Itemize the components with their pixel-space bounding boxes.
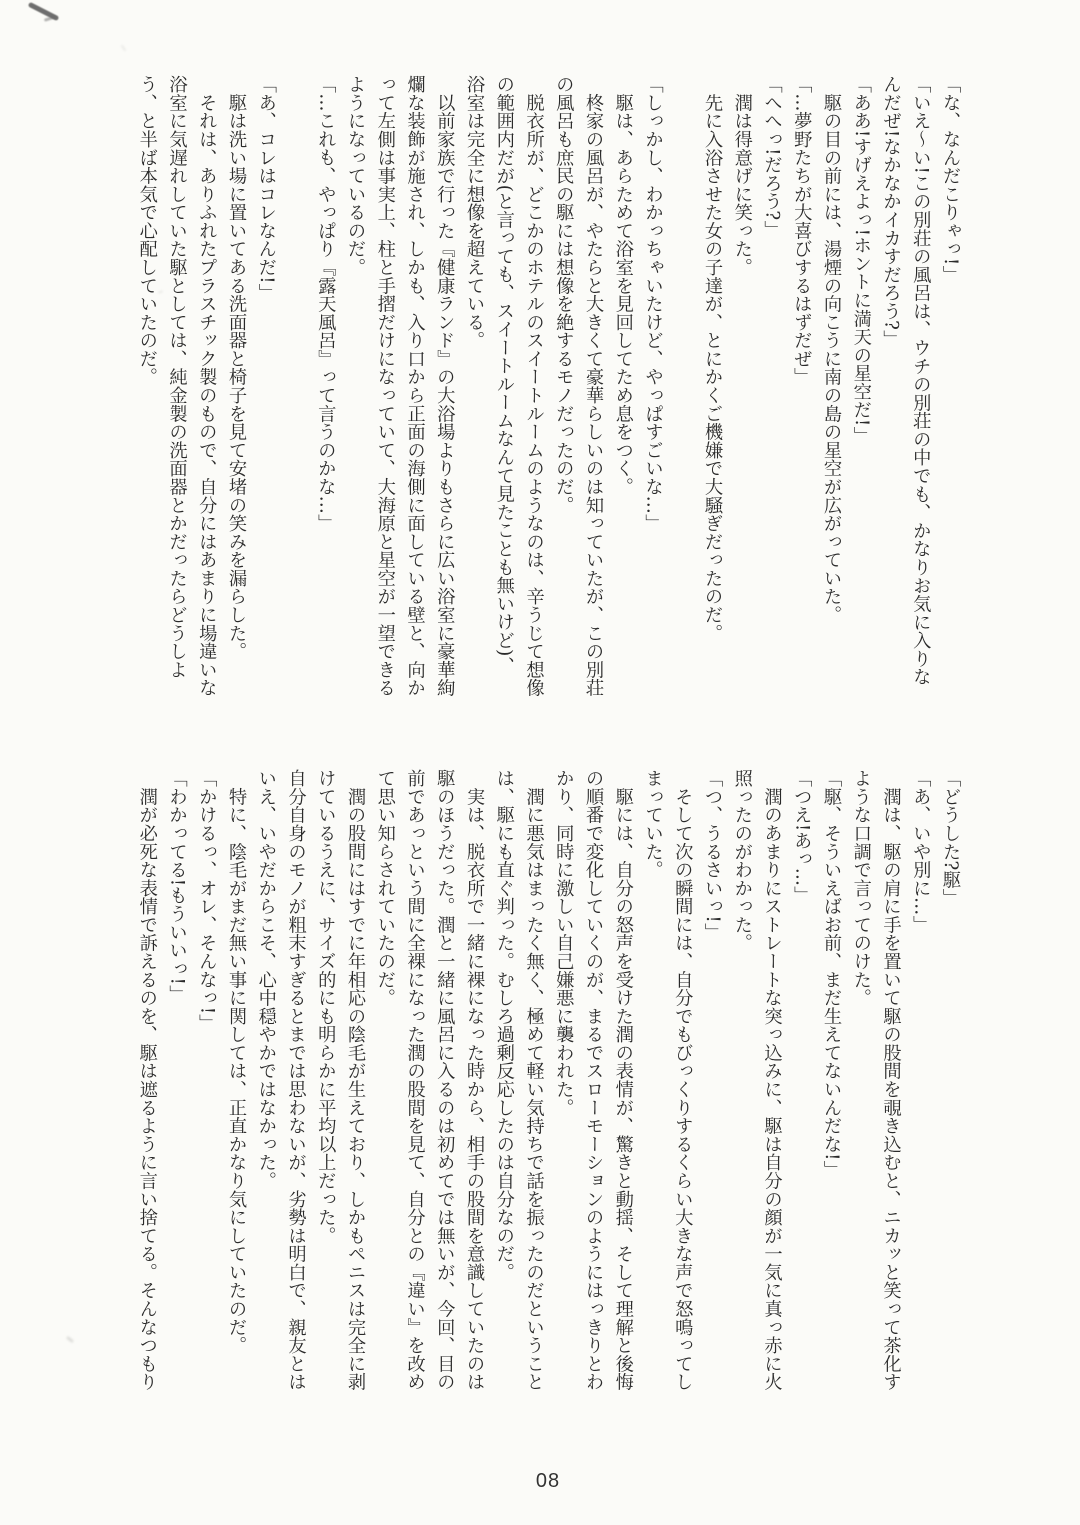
text-line: の風呂も庶民の駆には想像を絶するモノだったのだ。 xyxy=(553,75,575,514)
text-line: 駆のほうだった。潤と一緒に風呂に入るのは初めてでは無いが、今回、目の xyxy=(434,769,456,1391)
text-line: 「…夢野たちが大喜びするはずだぜ」 xyxy=(791,75,813,386)
text-line: 「へへっ!だろう?」 xyxy=(761,75,783,239)
text-line: 前であっという間に全裸になった潤の股間を見て、自分との『違い』を改め xyxy=(404,769,426,1391)
text-line: 潤の股間にはすでに年相応の陰毛が生えており、しかもペニスは完全に剥 xyxy=(345,769,366,1391)
text-line: 「な、なんだこりゃっ!」 xyxy=(940,75,961,284)
text-line: 実は、脱衣所で一緒に裸になった時から、相手の股間を意識していたのは xyxy=(464,769,485,1391)
text-line: んだぜ!なかなかイカすだろう?」 xyxy=(880,75,902,349)
text-line: 「わかってる!もういいっ!」 xyxy=(166,769,188,1004)
text-line: の範囲内だが(と言っても、スイートルームなんて見たことも無いけど)、 xyxy=(493,75,515,675)
scan-speck xyxy=(121,45,127,52)
text-line: 「…これも、やっぱり『露天風呂』って言うのかな…」 xyxy=(315,75,337,533)
text-line: 爛な装飾が施され、しかも、入り口から正面の海側に面している壁と、向か xyxy=(404,75,426,697)
text-line: って左側は事実上、柱と手摺だけになっていて、大海原と星空が一望できる xyxy=(374,75,396,697)
text-line: 駆の目の前には、湯煙の向こうに南の島の星空が広がっていた。 xyxy=(821,75,842,624)
text-line: いえ、いやだからこそ、心中穏やかではなかった。 xyxy=(255,769,277,1190)
text-line: ような口調で言ってのけた。 xyxy=(850,769,872,1007)
text-line: 潤は得意げに笑った。 xyxy=(731,75,753,277)
text-line: 柊家の風呂が、やたらと大きくて豪華らしいのは知っていたが、この別荘 xyxy=(583,75,604,697)
text-line: 「つえ!あっ…」 xyxy=(791,769,813,905)
text-line: 以前家族で行った『健康ランド』の大浴場よりもさらに広い浴室に豪華絢 xyxy=(434,75,456,697)
text-line: 照ったのがわかった。 xyxy=(731,769,753,952)
text-line: 駆には、自分の怒声を受けた潤の表情が、驚きと動揺、そして理解と後悔 xyxy=(612,769,634,1391)
text-line: 「駆、そういえばお前、まだ生えてないんだな!」 xyxy=(821,769,842,1179)
vertical-text-block-top xyxy=(132,75,965,720)
text-line: それは、ありふれたプラスチック製のもので、自分にはあまりに場違いな xyxy=(196,75,218,697)
text-line: 「つ、うるさいっ!」 xyxy=(702,769,723,941)
text-line: 「あ、いや別に…」 xyxy=(910,769,932,934)
blank-column xyxy=(281,75,311,720)
text-line: 特に、陰毛がまだ無い事に関しては、正直かなり気にしていたのだ。 xyxy=(226,769,247,1355)
text-line: の順番で変化していくのが、まるでスローモーションのようにはっきりとわ xyxy=(583,769,604,1391)
text-line: かり、同時に激しい自己嫌悪に襲われた。 xyxy=(553,769,575,1117)
text-line: は、駆にも直ぐ判った。むしろ過剰反応したのは自分なのだ。 xyxy=(493,769,515,1282)
text-line: 「いえ〜い!この別荘の風呂は、ウチの別荘の中でも、かなりお気に入りな xyxy=(910,75,932,686)
scan-speck xyxy=(66,1336,74,1343)
text-line: 先に入浴させた女の子達が、とにかくご機嫌で大騒ぎだったのだ。 xyxy=(702,75,723,642)
text-line: う、と半ば本気で心配していたのだ。 xyxy=(136,75,158,386)
text-line: ようになっているのだ。 xyxy=(345,75,366,277)
text-line: 潤が必死な表情で訴えるのを、駆は遮るように言い捨てる。そんなつもり xyxy=(136,769,158,1391)
page-number: 08 xyxy=(535,1470,561,1492)
text-line: けているうえに、サイズ的にも明らかに平均以上だった。 xyxy=(315,769,337,1245)
vertical-text-block-bottom xyxy=(132,769,965,1414)
scan-artifact-corner-mark-2 xyxy=(44,15,56,22)
text-line: 「ああ!すげえよっ!ホントに満天の星空だ!」 xyxy=(850,75,872,445)
text-line: て思い知らされていたのだ。 xyxy=(374,769,396,1007)
text-line: 潤に悪気はまったく無く、極めて軽い気持ちで話を振ったのだということ xyxy=(523,769,545,1391)
text-line: 潤は、駆の肩に手を置いて駆の股間を覗き込むと、ニカッと笑って茶化す xyxy=(880,769,902,1391)
text-line: 「どうした?駆」 xyxy=(940,769,961,907)
text-line: 自分自身のモノが粗末すぎるとまでは思わないが、劣勢は明白で、親友とは xyxy=(285,769,307,1391)
text-line: 駆は、あらためて浴室を見回してため息をつく。 xyxy=(612,75,634,496)
text-line: 浴室に気遅れしていた駆としては、純金製の洗面器とかだったらどうしよ xyxy=(166,75,188,679)
text-line: 「あ、コレはコレなんだ!」 xyxy=(255,75,277,302)
text-line: 「しっかし、わかっちゃいたけど、やっぱすごいな…」 xyxy=(642,75,664,533)
text-line: 浴室は完全に想像を超えている。 xyxy=(464,75,485,350)
text-line: まっていた。 xyxy=(642,769,664,879)
text-line: 脱衣所が、どこかのホテルのスイートルームのようなのは、辛うじて想像 xyxy=(523,75,545,697)
text-line: 「かけるっ、オレ、そんなっ!」 xyxy=(196,769,218,1033)
text-line: 潤のあまりにストレートな突っ込みに、駆は自分の顔が一気に真っ赤に火 xyxy=(761,769,783,1391)
text-line: 駆は洗い場に置いてある洗面器と椅子を見て安堵の笑みを漏らした。 xyxy=(226,75,247,661)
blank-column xyxy=(668,75,698,720)
text-line: そして次の瞬間には、自分でもびっくりするくらい大きな声で怒鳴ってし xyxy=(672,769,694,1391)
